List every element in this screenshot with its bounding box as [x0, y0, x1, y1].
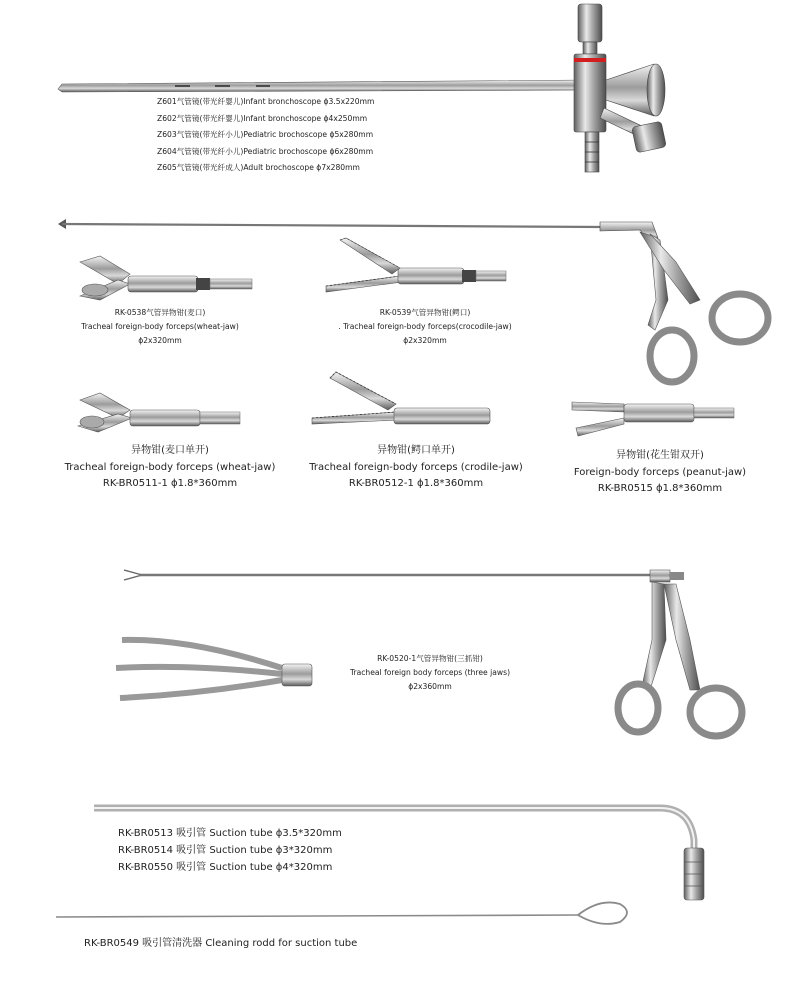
suction-item: RK-BR0550 吸引管 Suction tube ϕ4*320mm [118, 862, 333, 873]
rk0539-size: ϕ2x320mm [403, 336, 447, 345]
br0515-cn: 异物钳(花生钳双开) [616, 450, 704, 461]
br0511-code: RK-BR0511-1 ϕ1.8*360mm [102, 478, 238, 489]
bronchoscope-item: Z601气管镜(带光纤婴儿)Infant bronchoscope ϕ3.5x220mm [157, 97, 375, 106]
br0512-en: Tracheal foreign-body forceps (crodile-jaw) [309, 461, 523, 473]
suction-list [118, 829, 342, 880]
rk0538-size: ϕ2x320mm [138, 336, 182, 345]
long-forceps-image [58, 219, 768, 382]
br0511-caption [55, 446, 285, 496]
br0511-image [78, 393, 240, 432]
cleaning-rod-caption: RK-BR0549 吸引管清洗器 Cleaning rodd for suction tube [84, 938, 358, 949]
rk0539-code: RK-0539气管异物钳(鳄口) [379, 308, 471, 317]
br0515-code: RK-BR0515 ϕ1.8*360mm [597, 483, 723, 494]
bronchoscope-item: Z603气管镜(带光纤小儿)Pediatric brochoscope ϕ5x280mm [157, 130, 374, 139]
rk0520-image [116, 570, 742, 736]
br0511-cn: 异物钳(麦口单开) [131, 445, 209, 456]
br0512-cn: 异物钳(鳄口单开) [377, 445, 455, 456]
br0515-image [572, 402, 734, 436]
rk0538-code: RK-0538气管异物钳(麦口) [114, 308, 206, 317]
rk0538-caption [65, 309, 255, 351]
br0515-caption [560, 451, 760, 501]
bronchoscope-item: Z604气管镜(带光纤小儿)Pediatric brochoscope ϕ6x280mm [157, 146, 374, 156]
br0512-image [312, 372, 490, 424]
rk0538-name: Tracheal foreign-body forceps(wheat-jaw) [81, 322, 239, 331]
cleaning-rod-image [56, 902, 627, 923]
rk0539-caption [320, 309, 530, 351]
br0512-code: RK-BR0512-1 ϕ1.8*360mm [348, 478, 484, 489]
suction-item: RK-BR0513 吸引管 Suction tube ϕ3.5*320mm [118, 828, 342, 839]
br0515-en: Foreign-body forceps (peanut-jaw) [573, 466, 747, 478]
rk0520-code: RK-0520-1气管异物钳(三抓钳) [377, 654, 483, 663]
bronchoscope-item: Z602气管镜(带光纤婴儿)Infant bronchoscope ϕ4x250mm [157, 113, 368, 123]
rk0520-name: Tracheal foreign body forceps (three jaws) [349, 668, 511, 677]
br0512-caption [296, 446, 536, 496]
br0511-en: Tracheal foreign-body forceps (wheat-jaw) [64, 461, 276, 473]
bronchoscope-list [157, 98, 374, 181]
bronchoscope-item: Z605气管镜(带光纤成人)Adult brochoscope ϕ7x280mm [157, 163, 360, 172]
rk0539-name: . Tracheal foreign-body forceps(crocodile-jaw) [338, 322, 512, 331]
rk0538-image [80, 256, 252, 300]
rk0520-caption [330, 655, 530, 697]
rk0520-size: ϕ2x360mm [408, 682, 452, 691]
rk0539-image [326, 238, 506, 292]
suction-item: RK-BR0514 吸引管 Suction tube ϕ3*320mm [118, 845, 333, 856]
